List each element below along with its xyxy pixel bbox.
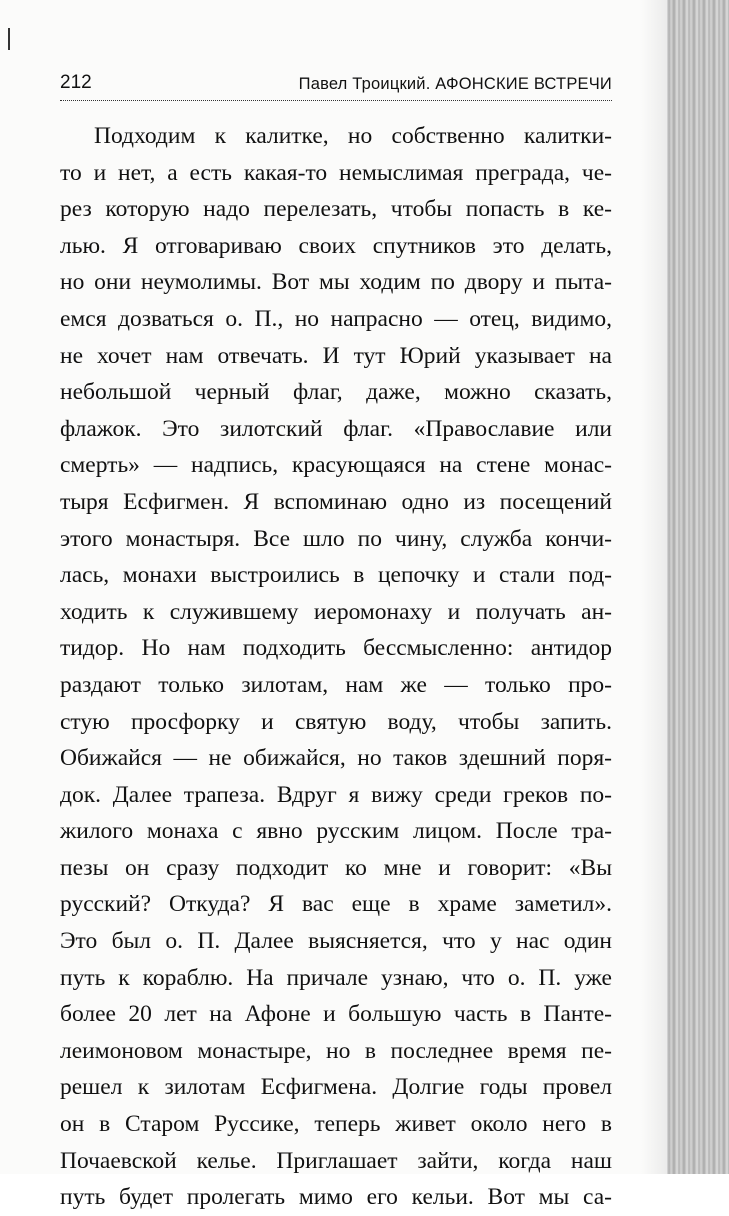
text-line: путь будет пролегать мимо его кельи. Вот мы са- <box>60 1184 612 1211</box>
text-line: док. Далее трапеза. Вдруг я вижу среди греков по- <box>60 781 612 808</box>
text-line: леимоновом монастыре, но в последнее время пе- <box>60 1037 612 1064</box>
text-line: раздают только зилотам, нам же — только про- <box>60 671 612 698</box>
text-line: но они неумолимы. Вот мы ходим по двору и пыта- <box>60 269 612 296</box>
text-line: стую просфорку и святую воду, чтобы запить. <box>60 708 612 735</box>
text-line: небольшой черный флаг, даже, можно сказать, <box>60 379 612 406</box>
text-line: решел к зилотам Есфигмена. Долгие годы провел <box>60 1074 612 1101</box>
text-line: то и нет, а есть какая-то немыслимая преграда, че- <box>60 159 612 186</box>
text-line: не хочет нам отвечать. И тут Юрий указывает на <box>60 342 612 369</box>
text-line: лью. Я отговариваю своих спутников это делать, <box>60 232 612 259</box>
text-line: Почаевской келье. Приглашает зайти, когда наш <box>60 1147 612 1174</box>
text-line: этого монастыря. Все шло по чину, служба кончи- <box>60 525 612 552</box>
page-header <box>60 70 612 101</box>
text-line: ходить к служившему иеромонаху и получать ан- <box>60 598 612 625</box>
text-line: более 20 лет на Афоне и большую часть в Панте- <box>60 1001 612 1028</box>
text-line: рез которую надо перелезать, чтобы попасть в ке- <box>60 196 612 223</box>
text-line: он в Старом Руссике, теперь живет около него в <box>60 1111 612 1138</box>
text-line: смерть» — надпись, красующаяся на стене монас- <box>60 452 612 479</box>
text-line: лась, монахи выстроились в цепочку и стали под- <box>60 562 612 589</box>
text-line: путь к кораблю. На причале узнаю, что о. П. уже <box>60 964 612 991</box>
text-line: тидор. Но нам подходить бессмысленно: антидор <box>60 635 612 662</box>
body-text <box>60 118 612 1216</box>
text-line: флажок. Это зилотский флаг. «Православие или <box>60 415 612 442</box>
text-line: Подходим к калитке, но собственно калитки- <box>94 123 612 149</box>
text-line: жилого монаха с явно русским лицом. После тра- <box>60 818 612 845</box>
scanned-page-edge <box>667 0 729 1174</box>
text-line: Это был о. П. Далее выясняется, что у нас один <box>60 928 612 955</box>
text-line: Обижайся — не обижайся, но таков здешний поря- <box>60 745 612 772</box>
page-number: 212 <box>60 72 92 93</box>
text-line: тыря Есфигмен. Я вспоминаю одно из посещений <box>60 488 612 515</box>
text-line: емся дозваться о. П., но напрасно — отец, видимо, <box>60 305 612 332</box>
running-head: Павел Троицкий. АФОНСКИЕ ВСТРЕЧИ <box>298 75 612 93</box>
text-line: пезы он сразу подходит ко мне и говорит: «Вы <box>60 854 612 881</box>
text-line: русский? Откуда? Я вас еще в храме заметил». <box>60 891 612 918</box>
scan-mark-left <box>8 28 10 50</box>
